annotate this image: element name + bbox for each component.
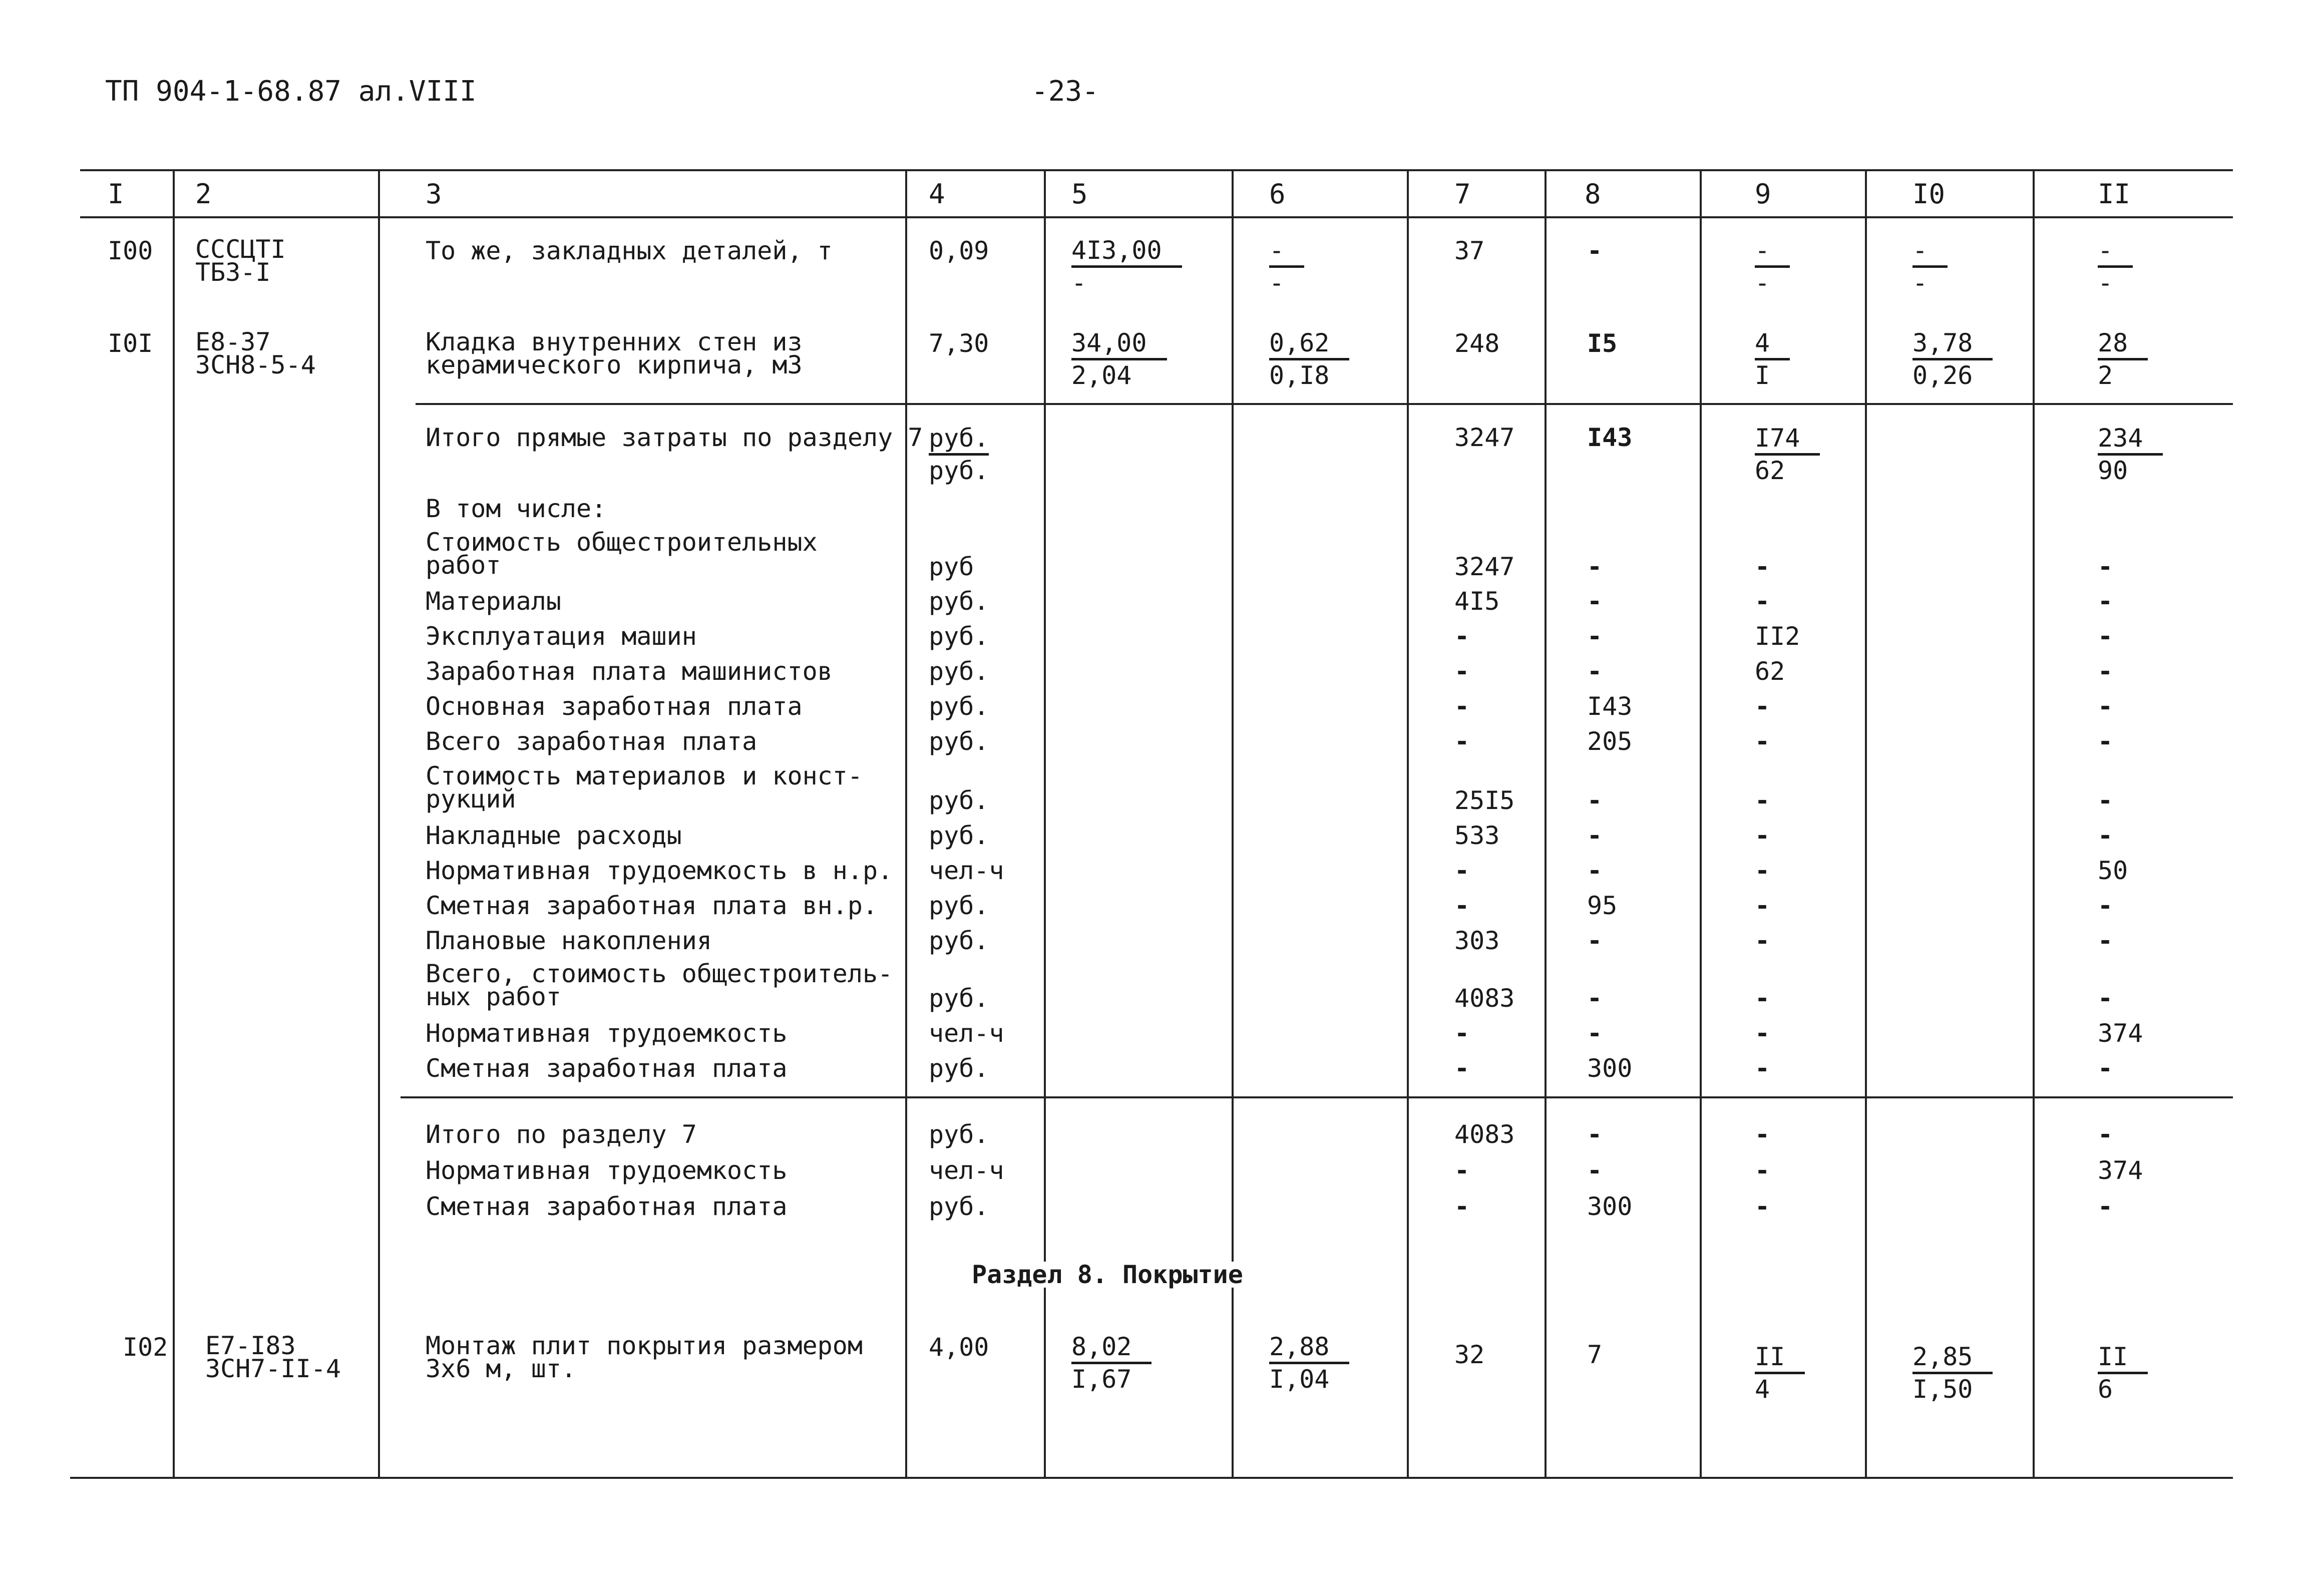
col-divider-9: [1865, 170, 1867, 1477]
cell-col7: -: [1454, 891, 1470, 920]
cell-col8: -: [1587, 1156, 1603, 1185]
cell-col8: -: [1587, 552, 1603, 581]
cell-col11: -: [2098, 587, 2113, 616]
item-name: Итого по разделу 7: [426, 1120, 697, 1149]
cell-col9: $\frac{4}{I}$: [1755, 328, 1790, 390]
item-unit: руб.: [929, 786, 989, 815]
item-unit: руб.: [929, 692, 989, 721]
norm-code: Е8-37 ЗСН8-5-4: [195, 327, 316, 379]
cell-col9: -: [1755, 984, 1770, 1013]
cell-col7: 4083: [1454, 1120, 1515, 1149]
cell-col11: 374: [2098, 1156, 2143, 1185]
cell-col7: -: [1454, 622, 1470, 651]
item-name: Основная заработная плата: [426, 692, 803, 721]
cell-col7: 32: [1454, 1340, 1485, 1369]
item-unit: руб.: [929, 1054, 989, 1083]
cell-col9: -: [1755, 1120, 1770, 1149]
item-unit: руб.: [929, 1120, 989, 1149]
item-name: Нормативная трудоемкость: [426, 1019, 788, 1048]
cell-col9: -: [1755, 552, 1770, 581]
cell-col8: I5: [1587, 329, 1618, 358]
cell-col7: 248: [1454, 329, 1500, 358]
cell-col5: 4I3,00 -: [1071, 235, 1182, 298]
col-header: 5: [1071, 178, 1088, 210]
cell-col9: -: [1755, 1156, 1770, 1185]
cell-col7: -: [1454, 657, 1470, 686]
cell-col8: -: [1587, 926, 1603, 955]
cell-col9: -: [1755, 926, 1770, 955]
col-divider-6: [1407, 170, 1409, 1477]
cell-col8: I43: [1587, 692, 1633, 721]
cell-col11: -: [2098, 926, 2113, 955]
item-unit: чел-ч: [929, 1019, 1004, 1048]
cell-col7: 303: [1454, 926, 1500, 955]
item-unit: чел-ч: [929, 1156, 1004, 1185]
cell-col9: - -: [1755, 235, 1790, 298]
cell-col8: -: [1587, 821, 1603, 850]
including-label: В том числе:: [426, 494, 607, 523]
cell-col7: 3247: [1454, 423, 1515, 452]
cell-col10: - -: [1912, 235, 1948, 298]
cell-col11: -: [2098, 622, 2113, 651]
col-divider-3: [905, 170, 907, 1477]
cell-col7: -: [1454, 1156, 1470, 1185]
row-number: I0I: [108, 329, 153, 358]
cell-col8: 300: [1587, 1054, 1633, 1083]
col-divider-2: [378, 170, 380, 1477]
cell-col6: - -: [1269, 235, 1304, 298]
item-name: Заработная плата машинистов: [426, 657, 833, 686]
cell-col11: -: [2098, 1192, 2113, 1221]
cell-col8: 7: [1587, 1340, 1603, 1369]
item-name: Всего заработная плата: [426, 727, 757, 756]
cell-col10: $\frac{3,78}{0,26}$: [1912, 328, 1993, 390]
cell-col8: I43: [1587, 423, 1633, 452]
cell-col9: -: [1755, 1054, 1770, 1083]
cell-col9: 62: [1755, 657, 1785, 686]
cell-col9: -: [1755, 856, 1770, 885]
work-name: Кладка внутренних стен из керамического кирпича, м3: [426, 327, 803, 379]
item-name: Плановые накопления: [426, 926, 712, 955]
row-number: I02: [123, 1333, 168, 1362]
cell-col11: -: [2098, 1054, 2113, 1083]
item-unit: руб.: [929, 657, 989, 686]
cell-col7: 4083: [1454, 984, 1515, 1013]
item-unit: руб.: [929, 622, 989, 651]
cell-col6: $\frac{2,88}{I,04}$: [1269, 1332, 1349, 1394]
item-name: Сметная заработная плата: [426, 1192, 788, 1221]
rule-top: [80, 169, 2233, 171]
cell-col11: - -: [2098, 235, 2133, 298]
item-unit: руб.: [929, 587, 989, 616]
item-name: Нормативная трудоемкость: [426, 1156, 788, 1185]
cell-col8: -: [1587, 786, 1603, 815]
summary-unit: руб. руб.: [929, 424, 989, 485]
item-name: Нормативная трудоемкость в н.р.: [426, 856, 893, 885]
item-unit: руб: [929, 552, 974, 581]
norm-code: СССЦТI ТБЗ-I: [195, 235, 286, 287]
norm-code: Е7-I83 ЗСН7-II-4: [205, 1331, 341, 1383]
cell-col8: -: [1587, 236, 1603, 265]
cell-col8: -: [1587, 984, 1603, 1013]
cell-col11: $\frac{234}{90}$: [2098, 423, 2163, 486]
cell-col11: 374: [2098, 1019, 2143, 1048]
cell-col11: -: [2098, 984, 2113, 1013]
col-header: I0: [1912, 178, 1946, 210]
cell-col9: -: [1755, 891, 1770, 920]
work-name: Монтаж плит покрытия размером 3х6 м, шт.: [426, 1331, 863, 1383]
cell-col8: -: [1587, 856, 1603, 885]
cell-col9: -: [1755, 587, 1770, 616]
cell-col11: -: [2098, 552, 2113, 581]
cell-col8: 95: [1587, 891, 1618, 920]
cell-col5: $\frac{8,02}{I,67}$: [1071, 1332, 1151, 1394]
item-name: Эксплуатация машин: [426, 622, 697, 651]
cell-col9: -: [1755, 727, 1770, 756]
item-name: Стоимость материалов и конст- рукций: [426, 761, 863, 814]
cell-col8: 205: [1587, 727, 1633, 756]
col-header: 9: [1755, 178, 1771, 210]
cell-col7: -: [1454, 692, 1470, 721]
cell-col7: -: [1454, 1019, 1470, 1048]
col-header: 4: [929, 178, 945, 210]
col-header: 3: [426, 178, 442, 210]
col-divider-7: [1545, 170, 1547, 1477]
cell-col9: -: [1755, 692, 1770, 721]
cell-col9: -: [1755, 1019, 1770, 1048]
page-number: -23-: [1031, 75, 1099, 108]
col-header: 8: [1585, 178, 1601, 210]
quantity: 7,30: [929, 329, 989, 358]
item-unit: руб.: [929, 821, 989, 850]
cell-col7: 37: [1454, 236, 1485, 265]
item-unit: руб.: [929, 984, 989, 1013]
cell-col9: -: [1755, 1192, 1770, 1221]
item-unit: руб.: [929, 1192, 989, 1221]
document-code: ТП 904-1-68.87 ал.VIII: [105, 75, 477, 108]
rule-under-header: [80, 216, 2233, 218]
cell-col9: -: [1755, 821, 1770, 850]
row-number: I00: [108, 236, 153, 265]
summary-label: Итого прямые затраты по разделу 7: [426, 423, 923, 452]
cell-col11: 50: [2098, 856, 2128, 885]
section-heading: Раздел 8. Покрытие: [969, 1262, 1246, 1288]
rule-bottom: [70, 1477, 2233, 1479]
item-unit: чел-ч: [929, 856, 1004, 885]
quantity: 0,09: [929, 236, 989, 265]
col-header: II: [2098, 178, 2131, 210]
cell-col11: -: [2098, 692, 2113, 721]
col-divider-8: [1700, 170, 1702, 1477]
item-unit: руб.: [929, 727, 989, 756]
col-divider-10: [2033, 170, 2035, 1477]
col-header: 6: [1269, 178, 1286, 210]
cell-col7: -: [1454, 1054, 1470, 1083]
cell-col7: -: [1454, 856, 1470, 885]
cell-col6: $\frac{0,62}{0,I8}$: [1269, 328, 1349, 390]
cell-col11: $\frac{28}{2}$: [2098, 328, 2148, 390]
col-header: 2: [195, 178, 212, 210]
cell-col11: -: [2098, 786, 2113, 815]
cell-col10: $\frac{2,85}{I,50}$: [1912, 1342, 1993, 1404]
cell-col7: 3247: [1454, 552, 1515, 581]
cell-col11: -: [2098, 1120, 2113, 1149]
cell-col7: 4I5: [1454, 587, 1500, 616]
cell-col9: $\frac{I74}{62}$: [1755, 423, 1820, 486]
quantity: 4,00: [929, 1333, 989, 1362]
col-header: 7: [1454, 178, 1471, 210]
item-name: Накладные расходы: [426, 821, 682, 850]
item-unit: руб.: [929, 926, 989, 955]
item-name: Сметная заработная плата вн.р.: [426, 891, 878, 920]
cell-col7: -: [1454, 727, 1470, 756]
cell-col8: 300: [1587, 1192, 1633, 1221]
cell-col9: $\frac{II}{4}$: [1755, 1342, 1805, 1404]
cell-col8: -: [1587, 657, 1603, 686]
rule-after-101: [416, 403, 2233, 405]
cell-col8: -: [1587, 1120, 1603, 1149]
cell-col11: -: [2098, 821, 2113, 850]
item-unit: руб.: [929, 891, 989, 920]
cell-col11: -: [2098, 727, 2113, 756]
item-name: Стоимость общестроительных работ: [426, 528, 818, 580]
item-name: Сметная заработная плата: [426, 1054, 788, 1083]
cell-col7: 533: [1454, 821, 1500, 850]
item-name: Материалы: [426, 587, 561, 616]
cell-col9: -: [1755, 786, 1770, 815]
cell-col11: -: [2098, 891, 2113, 920]
cell-col11: -: [2098, 657, 2113, 686]
item-name: Всего, стоимость общестроитель- ных работ: [426, 959, 893, 1011]
cell-col8: -: [1587, 622, 1603, 651]
cell-col7: 25I5: [1454, 786, 1515, 815]
cell-col7: -: [1454, 1192, 1470, 1221]
cell-col11: $\frac{II}{6}$: [2098, 1342, 2148, 1404]
col-header: I: [108, 178, 124, 210]
cell-col5: $\frac{34,00}{2,04}$: [1071, 328, 1167, 390]
rule-before-section-total: [401, 1096, 2233, 1098]
work-name: То же, закладных деталей, т: [426, 236, 833, 265]
cell-col8: -: [1587, 1019, 1603, 1048]
cell-col8: -: [1587, 587, 1603, 616]
cell-col9: II2: [1755, 622, 1800, 651]
col-divider-1: [173, 170, 175, 1477]
